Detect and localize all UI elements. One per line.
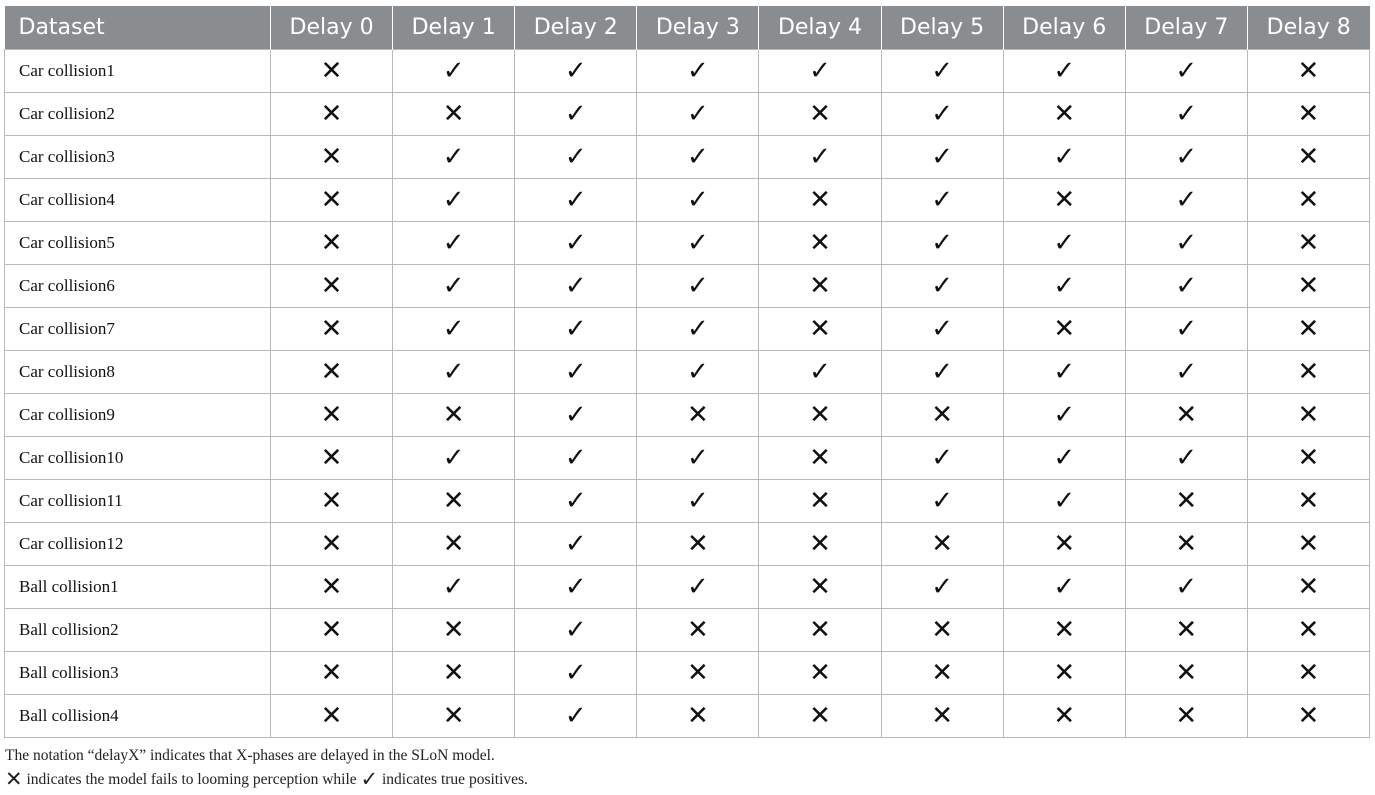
cross-icon: ✕ [1247, 394, 1369, 437]
cross-icon: ✕ [1125, 480, 1247, 523]
check-icon: ✓ [1125, 351, 1247, 394]
check-icon: ✓ [393, 136, 515, 179]
cross-icon: ✕ [759, 437, 881, 480]
cross-icon: ✕ [1247, 523, 1369, 566]
cross-icon: ✕ [271, 93, 393, 136]
cross-icon: ✕ [1247, 50, 1369, 93]
cross-icon: ✕ [1003, 652, 1125, 695]
check-icon: ✓ [881, 50, 1003, 93]
cross-icon: ✕ [759, 609, 881, 652]
header-delay-2: Delay 2 [515, 6, 637, 50]
check-icon: ✓ [759, 351, 881, 394]
cross-icon: ✕ [271, 179, 393, 222]
table-row [5, 695, 1370, 738]
dataset-name-cell: Car collision2 [5, 93, 271, 136]
cross-icon: ✕ [271, 609, 393, 652]
table-row [5, 480, 1370, 523]
cross-icon: ✕ [393, 394, 515, 437]
check-icon: ✓ [1003, 136, 1125, 179]
cross-icon: ✕ [759, 222, 881, 265]
cross-icon: ✕ [1125, 394, 1247, 437]
header-delay-6: Delay 6 [1003, 6, 1125, 50]
cross-icon: ✕ [881, 394, 1003, 437]
table-row [5, 179, 1370, 222]
cross-icon: ✕ [271, 652, 393, 695]
check-icon: ✓ [393, 222, 515, 265]
table-body [5, 50, 1370, 738]
cross-icon: ✕ [1247, 93, 1369, 136]
cross-icon: ✕ [759, 394, 881, 437]
check-icon: ✓ [759, 136, 881, 179]
cross-icon: ✕ [1247, 179, 1369, 222]
check-icon: ✓ [393, 566, 515, 609]
cross-icon: ✕ [1247, 652, 1369, 695]
cross-icon: ✕ [759, 179, 881, 222]
dataset-name-cell: Car collision5 [5, 222, 271, 265]
check-icon: ✓ [515, 136, 637, 179]
cross-icon: ✕ [637, 609, 759, 652]
check-icon: ✓ [1125, 50, 1247, 93]
cross-icon: ✕ [881, 523, 1003, 566]
check-icon: ✓ [1125, 179, 1247, 222]
cross-icon: ✕ [1125, 523, 1247, 566]
check-icon: ✓ [637, 179, 759, 222]
check-icon: ✓ [759, 50, 881, 93]
cross-icon: ✕ [759, 566, 881, 609]
check-icon: ✓ [1003, 222, 1125, 265]
cross-icon: ✕ [759, 480, 881, 523]
check-icon: ✓ [637, 93, 759, 136]
cross-icon: ✕ [393, 523, 515, 566]
cross-icon: ✕ [637, 695, 759, 738]
cross-icon: ✕ [759, 652, 881, 695]
table-row [5, 609, 1370, 652]
check-icon: ✓ [881, 480, 1003, 523]
table-row [5, 652, 1370, 695]
table-row [5, 136, 1370, 179]
cross-icon: ✕ [637, 394, 759, 437]
table-row [5, 222, 1370, 265]
cross-icon: ✕ [393, 480, 515, 523]
cross-icon: ✕ [1247, 308, 1369, 351]
check-icon: ✓ [1125, 566, 1247, 609]
table-row [5, 351, 1370, 394]
cross-icon: ✕ [1003, 523, 1125, 566]
check-icon: ✓ [393, 50, 515, 93]
check-icon: ✓ [1003, 394, 1125, 437]
dataset-name-cell: Car collision6 [5, 265, 271, 308]
check-icon: ✓ [1003, 265, 1125, 308]
check-icon: ✓ [1125, 222, 1247, 265]
cross-icon: ✕ [393, 652, 515, 695]
check-icon: ✓ [393, 179, 515, 222]
results-table [4, 6, 1370, 738]
cross-icon: ✕ [271, 523, 393, 566]
check-icon: ✓ [1125, 265, 1247, 308]
table-row [5, 308, 1370, 351]
check-icon: ✓ [1003, 566, 1125, 609]
cross-icon: ✕ [271, 566, 393, 609]
check-icon: ✓ [1003, 480, 1125, 523]
footnote-notation: The notation “delayX” indicates that X-phases are delayed in the SLoN model. [5, 747, 495, 764]
check-icon: ✓ [637, 437, 759, 480]
cross-icon: ✕ [393, 93, 515, 136]
cross-icon: ✕ [881, 695, 1003, 738]
check-icon: ✓ [515, 394, 637, 437]
table-row [5, 265, 1370, 308]
dataset-name-cell: Car collision4 [5, 179, 271, 222]
footnote-legend-text-a: indicates the model fails to looming perception while [22, 771, 361, 788]
header-dataset: Dataset [5, 6, 271, 50]
cross-icon: ✕ [1247, 265, 1369, 308]
check-icon: ✓ [881, 265, 1003, 308]
cross-icon: ✕ [759, 93, 881, 136]
cross-icon: ✕ [1003, 609, 1125, 652]
check-icon: ✓ [515, 265, 637, 308]
dataset-name-cell: Car collision12 [5, 523, 271, 566]
cross-icon: ✕ [271, 351, 393, 394]
header-delay-1: Delay 1 [393, 6, 515, 50]
check-icon: ✓ [515, 50, 637, 93]
check-icon: ✓ [881, 222, 1003, 265]
header-delay-4: Delay 4 [759, 6, 881, 50]
header-delay-8: Delay 8 [1247, 6, 1369, 50]
check-icon: ✓ [1003, 50, 1125, 93]
check-icon: ✓ [393, 437, 515, 480]
dataset-name-cell: Ball collision3 [5, 652, 271, 695]
check-icon: ✓ [637, 480, 759, 523]
header-delay-3: Delay 3 [637, 6, 759, 50]
check-icon: ✓ [1125, 437, 1247, 480]
header-delay-7: Delay 7 [1125, 6, 1247, 50]
check-icon: ✓ [515, 351, 637, 394]
cross-icon: ✕ [271, 394, 393, 437]
check-icon: ✓ [393, 308, 515, 351]
cross-icon: ✕ [393, 609, 515, 652]
check-icon: ✓ [515, 566, 637, 609]
dataset-name-cell: Car collision10 [5, 437, 271, 480]
cross-icon: ✕ [1247, 609, 1369, 652]
check-icon: ✓ [881, 566, 1003, 609]
cross-icon: ✕ [1125, 695, 1247, 738]
check-icon: ✓ [515, 308, 637, 351]
check-icon: ✓ [515, 695, 637, 738]
header-delay-5: Delay 5 [881, 6, 1003, 50]
cross-icon: ✕ [637, 523, 759, 566]
table-row [5, 93, 1370, 136]
check-icon: ✓ [515, 437, 637, 480]
check-icon: ✓ [881, 351, 1003, 394]
check-icon: ✓ [393, 265, 515, 308]
cross-icon: ✕ [271, 437, 393, 480]
check-icon: ✓ [881, 179, 1003, 222]
cross-icon: ✕ [1003, 695, 1125, 738]
check-icon: ✓ [881, 93, 1003, 136]
cross-icon: ✕ [1247, 222, 1369, 265]
dataset-name-cell: Ball collision4 [5, 695, 271, 738]
check-icon: ✓ [1003, 437, 1125, 480]
cross-icon: ✕ [5, 767, 23, 791]
check-icon: ✓ [515, 609, 637, 652]
dataset-name-cell: Car collision11 [5, 480, 271, 523]
check-icon: ✓ [637, 351, 759, 394]
dataset-name-cell: Car collision1 [5, 50, 271, 93]
cross-icon: ✕ [271, 480, 393, 523]
check-icon: ✓ [637, 222, 759, 265]
check-icon: ✓ [1125, 136, 1247, 179]
cross-icon: ✕ [271, 308, 393, 351]
cross-icon: ✕ [1247, 351, 1369, 394]
dataset-name-cell: Car collision8 [5, 351, 271, 394]
check-icon: ✓ [881, 136, 1003, 179]
cross-icon: ✕ [271, 265, 393, 308]
dataset-name-cell: Car collision7 [5, 308, 271, 351]
check-icon: ✓ [637, 308, 759, 351]
cross-icon: ✕ [1003, 179, 1125, 222]
cross-icon: ✕ [271, 222, 393, 265]
cross-icon: ✕ [1247, 136, 1369, 179]
check-icon: ✓ [515, 222, 637, 265]
footnote-legend-text-b: indicates true positives. [378, 771, 528, 788]
cross-icon: ✕ [271, 50, 393, 93]
header-delay-0: Delay 0 [271, 6, 393, 50]
cross-icon: ✕ [759, 523, 881, 566]
dataset-name-cell: Ball collision1 [5, 566, 271, 609]
table-row [5, 50, 1370, 93]
cross-icon: ✕ [393, 695, 515, 738]
table-row [5, 523, 1370, 566]
check-icon: ✓ [637, 50, 759, 93]
cross-icon: ✕ [1247, 566, 1369, 609]
check-icon: ✓ [360, 767, 379, 791]
check-icon: ✓ [881, 308, 1003, 351]
table-header-row [5, 6, 1370, 50]
cross-icon: ✕ [759, 265, 881, 308]
table-row [5, 394, 1370, 437]
cross-icon: ✕ [1247, 437, 1369, 480]
cross-icon: ✕ [759, 695, 881, 738]
cross-icon: ✕ [881, 609, 1003, 652]
check-icon: ✓ [1003, 351, 1125, 394]
table-row [5, 437, 1370, 480]
check-icon: ✓ [881, 437, 1003, 480]
cross-icon: ✕ [271, 695, 393, 738]
cross-icon: ✕ [881, 652, 1003, 695]
dataset-name-cell: Car collision9 [5, 394, 271, 437]
check-icon: ✓ [515, 480, 637, 523]
cross-icon: ✕ [1125, 652, 1247, 695]
cross-icon: ✕ [1003, 93, 1125, 136]
footnote-legend [5, 769, 528, 790]
check-icon: ✓ [637, 566, 759, 609]
check-icon: ✓ [515, 179, 637, 222]
table-row [5, 566, 1370, 609]
cross-icon: ✕ [271, 136, 393, 179]
check-icon: ✓ [1125, 308, 1247, 351]
check-icon: ✓ [515, 652, 637, 695]
cross-icon: ✕ [1247, 695, 1369, 738]
check-icon: ✓ [515, 523, 637, 566]
cross-icon: ✕ [637, 652, 759, 695]
cross-icon: ✕ [1003, 308, 1125, 351]
cross-icon: ✕ [759, 308, 881, 351]
check-icon: ✓ [637, 265, 759, 308]
check-icon: ✓ [393, 351, 515, 394]
check-icon: ✓ [515, 93, 637, 136]
dataset-name-cell: Car collision3 [5, 136, 271, 179]
check-icon: ✓ [1125, 93, 1247, 136]
dataset-name-cell: Ball collision2 [5, 609, 271, 652]
cross-icon: ✕ [1125, 609, 1247, 652]
check-icon: ✓ [637, 136, 759, 179]
cross-icon: ✕ [1247, 480, 1369, 523]
